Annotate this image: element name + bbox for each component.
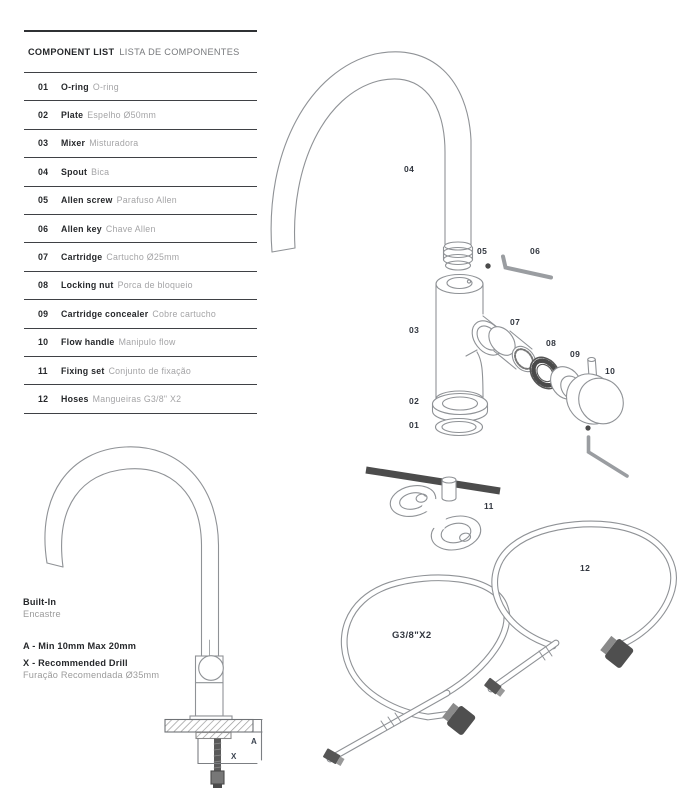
item-name: Hoses (61, 393, 89, 404)
item-name: Fixing set (61, 365, 105, 376)
item-desc: O-ring (92, 81, 119, 92)
label-spout: 04 (404, 164, 415, 174)
component-list-title-pt: LISTA DE COMPONENTES (119, 47, 240, 57)
dimension-a-note: A - Min 10mm Max 20mm (23, 641, 137, 651)
item-name: Flow handle (61, 337, 115, 348)
label-allen-key: 06 (530, 246, 541, 256)
label-flow-handle: 10 (605, 366, 616, 376)
list-item (24, 300, 257, 328)
component-list-header (24, 32, 257, 73)
item-desc: Manipulo flow (118, 337, 176, 348)
label-cartridge: 07 (510, 317, 521, 327)
label-cartridge-concealer: 09 (570, 349, 581, 359)
list-item (24, 357, 257, 385)
item-desc: Parafuso Allen (116, 195, 177, 206)
label-fixing-set: 11 (484, 501, 494, 511)
item-number: 04 (38, 166, 49, 177)
item-number: 07 (38, 252, 49, 263)
item-desc: Espelho Ø50mm (87, 110, 157, 121)
list-item (24, 101, 257, 129)
item-desc: Porca de bloqueio (117, 280, 193, 291)
item-name: Allen key (61, 223, 102, 234)
label-dim-a: A (251, 737, 257, 746)
list-item (24, 158, 257, 186)
item-number: 01 (38, 81, 49, 92)
component-list (24, 30, 257, 414)
item-desc: Bica (91, 166, 110, 177)
item-desc: Conjunto de fixação (108, 365, 192, 376)
item-name: Cartridge (61, 252, 103, 263)
item-desc: Cobre cartucho (152, 308, 217, 319)
item-number: 05 (38, 195, 49, 206)
fixing-set-diagram (366, 470, 500, 555)
list-item (24, 272, 257, 300)
label-locking-nut: 08 (546, 338, 557, 348)
hose-nut (440, 701, 476, 737)
dimension-x-note-pt: Furação Recomendada Ø35mm (23, 670, 160, 680)
label-plate: 02 (409, 396, 420, 406)
component-list-title-en: COMPONENT LIST (28, 47, 115, 57)
item-number: 03 (38, 138, 49, 149)
item-number: 10 (38, 337, 49, 348)
item-name: Spout (61, 166, 88, 177)
item-number: 02 (38, 110, 49, 121)
list-item (24, 73, 257, 101)
item-number: 11 (38, 365, 48, 376)
item-number: 09 (38, 308, 49, 319)
built-in-diagram (45, 447, 262, 788)
item-name: O-ring (61, 81, 89, 92)
item-number: 12 (38, 393, 49, 404)
item-name: Cartridge concealer (61, 308, 149, 319)
built-in-title-en: Built-In (23, 597, 57, 607)
item-desc: Chave Allen (105, 223, 156, 234)
label-hose-spec: G3/8"X2 (392, 630, 432, 641)
list-item (24, 329, 257, 357)
label-hoses: 12 (580, 563, 591, 573)
item-desc: Mangueiras G3/8" X2 (92, 393, 182, 404)
item-desc: Cartucho Ø25mm (106, 252, 180, 263)
list-item (24, 243, 257, 271)
label-mixer: 03 (409, 325, 420, 335)
item-name: Plate (61, 110, 84, 121)
item-name: Locking nut (61, 280, 114, 291)
list-item (24, 385, 257, 413)
dimension-x-note: X - Recommended Drill (23, 658, 128, 668)
item-desc: Misturadora (89, 138, 139, 149)
hoses-diagram (323, 524, 674, 767)
list-item (24, 215, 257, 243)
item-name: Allen screw (61, 195, 113, 206)
list-item (24, 187, 257, 215)
list-item (24, 130, 257, 158)
exploded-faucet-diagram (271, 52, 632, 476)
item-number: 06 (38, 223, 49, 234)
label-o-ring: 01 (409, 420, 420, 430)
label-dim-x: X (231, 752, 237, 761)
label-allen-screw: 05 (477, 246, 488, 256)
built-in-title-pt: Encastre (23, 609, 61, 619)
item-name: Mixer (61, 138, 86, 149)
item-number: 08 (38, 280, 49, 291)
